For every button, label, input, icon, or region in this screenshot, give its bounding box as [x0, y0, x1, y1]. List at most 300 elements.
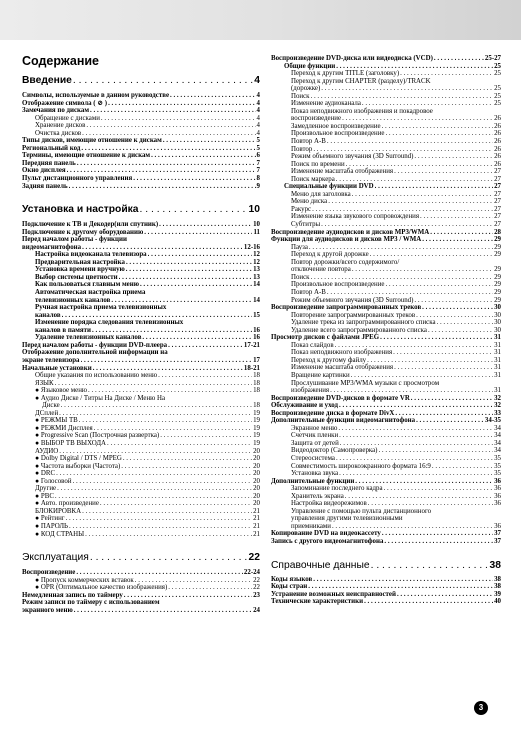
- toc-entry[interactable]: [271, 515, 501, 523]
- toc-entry-title: ● Голосовой: [35, 477, 72, 485]
- leader-dots: [416, 417, 484, 425]
- toc-entry-page: 19: [253, 432, 260, 440]
- toc-entry-page: 29: [494, 281, 501, 289]
- toc-entry[interactable]: [22, 160, 260, 168]
- leader-dots: [151, 152, 255, 160]
- toc-entry-title: Экранное меню: [291, 424, 338, 432]
- toc-entry-page: 30: [494, 311, 501, 319]
- toc-entry[interactable]: [22, 115, 260, 123]
- toc-entry[interactable]: [271, 538, 501, 546]
- toc-entry-page: 31: [494, 356, 501, 364]
- leader-dots: [395, 410, 493, 418]
- toc-entry[interactable]: [271, 523, 501, 531]
- toc-entry-page: 9: [256, 182, 260, 190]
- toc-entry-title: Переход к другой дорожке: [291, 251, 369, 259]
- leader-dots: [339, 402, 493, 410]
- toc-entry[interactable]: [22, 145, 260, 153]
- toc-entry[interactable]: [22, 137, 260, 145]
- toc-entry-title: Функции для аудиодисков и дисков MP3 / WMA: [271, 236, 422, 244]
- section-reference-page: 38: [489, 559, 501, 571]
- toc-entry[interactable]: [22, 402, 260, 410]
- section-setup[interactable]: [22, 203, 260, 216]
- leader-dots: [328, 198, 493, 206]
- leader-dots: [309, 244, 493, 252]
- leader-dots: [100, 500, 252, 508]
- toc-entry[interactable]: [22, 500, 260, 508]
- toc-entry-title: Совместимость широкоэкранного формата 16:9: [291, 462, 431, 470]
- toc-entry[interactable]: [22, 297, 260, 305]
- toc-entry-title: Хранитель экрана: [291, 492, 344, 500]
- toc-entry-title: ● ВЫБОР ТВ ВЫХОДА: [35, 439, 106, 447]
- toc-entry[interactable]: [22, 365, 260, 373]
- toc-entry[interactable]: [271, 342, 501, 350]
- toc-entry-title: Переход к другому файлу: [291, 356, 367, 364]
- toc-entry-page: 26: [494, 122, 501, 130]
- toc-entry[interactable]: [271, 327, 501, 335]
- toc-entry[interactable]: [271, 387, 501, 395]
- toc-entry[interactable]: [22, 229, 260, 237]
- toc-entry[interactable]: [271, 432, 501, 440]
- leader-dots: [126, 259, 252, 267]
- toc-entry-page: 35: [494, 462, 501, 470]
- toc-entry-title: Как пользоваться главным меню: [35, 281, 139, 289]
- toc-entry[interactable]: [271, 357, 501, 365]
- toc-entry[interactable]: [271, 410, 501, 418]
- toc-entry-page: 30: [494, 304, 501, 312]
- toc-entry-page: 31: [494, 387, 501, 395]
- toc-entry-title: Воспроизведение DVD-диска или видеодиска (VCD): [271, 55, 433, 62]
- toc-entry-page: 27: [494, 213, 501, 221]
- leader-dots: [336, 455, 493, 463]
- toc-entry-title: Повтор дорожки/всего содержимого/: [291, 258, 400, 266]
- leader-dots: [434, 55, 484, 63]
- toc-entry[interactable]: [22, 463, 260, 471]
- toc-entry-title: Субтитры: [291, 221, 321, 229]
- toc-entry[interactable]: [22, 259, 260, 267]
- leader-dots: [411, 395, 493, 403]
- toc-entry[interactable]: [22, 244, 260, 252]
- toc-entry[interactable]: [22, 448, 260, 456]
- toc-entry[interactable]: [22, 221, 260, 229]
- toc-entry[interactable]: [271, 274, 501, 282]
- toc-entry-title: Копирование DVD на видеокассету: [271, 530, 381, 538]
- toc-entry[interactable]: [271, 289, 501, 297]
- toc-entry-page: 34: [494, 424, 501, 432]
- toc-entry[interactable]: [271, 364, 501, 372]
- toc-entry[interactable]: [271, 591, 501, 599]
- toc-entry[interactable]: [22, 599, 260, 607]
- toc-entry-title: Общие указания по использованию меню: [35, 372, 158, 380]
- toc-entry[interactable]: [22, 425, 260, 433]
- toc-entry-title: Поиск: [291, 273, 310, 281]
- toc-entry[interactable]: [271, 493, 501, 501]
- toc-entry[interactable]: [271, 304, 501, 312]
- toc-entry[interactable]: [271, 297, 501, 305]
- section-intro-page: 4: [254, 75, 260, 86]
- leader-dots: [382, 123, 494, 131]
- toc-entry[interactable]: [271, 576, 501, 584]
- toc-entry[interactable]: [22, 342, 260, 350]
- toc-entry[interactable]: [22, 349, 260, 357]
- leader-dots: [168, 342, 243, 350]
- reference-entries: [271, 576, 501, 606]
- toc-entry[interactable]: [271, 153, 501, 161]
- leader-dots: [108, 100, 255, 108]
- leader-dots: [92, 327, 252, 335]
- leader-dots: [123, 455, 252, 463]
- toc-entry-title: Хранение дисков: [35, 122, 86, 130]
- toc-entry-page: 15: [253, 311, 260, 319]
- toc-entry[interactable]: [271, 191, 501, 199]
- toc-entry[interactable]: [271, 372, 501, 380]
- toc-entry-title: Пульт дистанционного управления: [22, 175, 133, 183]
- leader-dots: [362, 100, 493, 108]
- toc-entry-page: 20: [253, 492, 260, 500]
- toc-entry[interactable]: [271, 281, 501, 289]
- toc-entry[interactable]: [22, 508, 260, 516]
- toc-entry[interactable]: [22, 107, 260, 115]
- toc-entry-title: (дорожке): [291, 85, 321, 93]
- toc-entry[interactable]: [271, 402, 501, 410]
- toc-entry[interactable]: [22, 478, 260, 486]
- toc-entry[interactable]: [271, 583, 501, 591]
- toc-entry[interactable]: [22, 92, 260, 100]
- toc-entry-title: Изменение масштаба отображения: [291, 364, 394, 372]
- section-intro[interactable]: [22, 74, 260, 87]
- toc-entry[interactable]: [271, 500, 501, 508]
- toc-entry-page: 31: [494, 341, 501, 349]
- toc-entry-page: 4: [256, 99, 260, 107]
- toc-entry-page: 40: [494, 598, 501, 606]
- toc-entry-page: 34-35: [484, 417, 501, 425]
- toc-entry[interactable]: [22, 183, 260, 191]
- toc-entry[interactable]: [22, 100, 260, 108]
- toc-entry-page: 26: [494, 115, 501, 123]
- toc-entry[interactable]: [22, 380, 260, 388]
- leader-dots: [321, 85, 493, 93]
- leader-dots: [93, 365, 243, 373]
- leader-dots: [55, 493, 252, 501]
- toc-entry[interactable]: [271, 508, 501, 516]
- toc-entry-page: 20: [253, 477, 260, 485]
- toc-entry-title: Режим записи по таймеру с использованием: [22, 599, 160, 607]
- toc-entry[interactable]: [22, 289, 260, 297]
- section-setup-label: Установка и настройка: [22, 204, 139, 216]
- leader-dots: [76, 569, 243, 577]
- toc-entry[interactable]: [271, 221, 501, 229]
- toc-entry-title: каналов: [35, 311, 61, 319]
- toc-entry-title: Диске: [42, 402, 60, 410]
- leader-dots: [313, 146, 493, 154]
- toc-entry-title: Другие: [35, 485, 57, 493]
- toc-entry[interactable]: [271, 85, 501, 93]
- toc-entry[interactable]: [22, 485, 260, 493]
- toc-entry[interactable]: [22, 312, 260, 320]
- toc-entry-page: 26: [494, 153, 501, 161]
- toc-entry-title: Символы, используемые в данном руководстве: [22, 92, 170, 99]
- toc-entry[interactable]: [22, 274, 260, 282]
- leader-dots: [345, 493, 493, 501]
- leader-dots: [338, 425, 493, 433]
- toc-entry-title: Показ слайдов: [291, 341, 334, 349]
- toc-entry-title: Воспроизведение запрограммированных треков: [271, 304, 422, 312]
- toc-entry[interactable]: [271, 463, 501, 471]
- toc-entry-page: 18: [253, 379, 260, 387]
- toc-entry[interactable]: [22, 432, 260, 440]
- toc-entry[interactable]: [271, 206, 501, 214]
- toc-entry[interactable]: [22, 440, 260, 448]
- leader-dots: [340, 440, 493, 448]
- setup-entries: [22, 221, 260, 538]
- toc-entry[interactable]: [22, 327, 260, 335]
- toc-entry-page: 14: [253, 296, 260, 304]
- toc-entry[interactable]: [22, 470, 260, 478]
- toc-entry-page: 31: [494, 371, 501, 379]
- leader-dots: [346, 161, 493, 169]
- toc-entry-page: 37: [494, 538, 501, 545]
- leader-dots: [82, 244, 243, 252]
- toc-entry-page: 18: [253, 372, 260, 380]
- right-entries: [271, 55, 501, 546]
- toc-entry-title: Видеодоктор (Самопроверка): [291, 447, 378, 455]
- toc-entry[interactable]: [271, 266, 501, 274]
- section-setup-page: 10: [248, 204, 260, 216]
- leader-dots: [422, 236, 493, 244]
- toc-entry-page: 31: [494, 349, 501, 357]
- toc-entry-title: Режим объемного звучания (3D Surround): [291, 153, 414, 161]
- toc-entry[interactable]: [271, 259, 501, 267]
- toc-entry-page: 33: [494, 409, 501, 417]
- toc-entry[interactable]: [271, 108, 501, 116]
- toc-entry[interactable]: [271, 93, 501, 101]
- leader-dots: [375, 183, 493, 191]
- toc-entry-page: 29: [494, 266, 501, 274]
- toc-entry-page: 16: [253, 334, 260, 342]
- leader-dots: [59, 448, 252, 456]
- toc-entry[interactable]: [271, 63, 501, 71]
- toc-entry[interactable]: [271, 417, 501, 425]
- toc-entry[interactable]: [271, 236, 501, 244]
- toc-entry[interactable]: [271, 447, 501, 455]
- leader-dots: [133, 175, 255, 183]
- toc-entry[interactable]: [22, 592, 260, 600]
- toc-entry-title: Установка звука: [291, 470, 339, 478]
- toc-entry[interactable]: [271, 244, 501, 252]
- toc-entry-page: 23: [253, 591, 260, 599]
- toc-entry[interactable]: [22, 152, 260, 160]
- toc-entry[interactable]: [22, 281, 260, 289]
- toc-entry-title: Удаление всего запрограммированного списка: [291, 326, 427, 334]
- leader-dots: [327, 289, 493, 297]
- toc-entry[interactable]: [271, 123, 501, 131]
- toc-entry[interactable]: [271, 349, 501, 357]
- toc-entry[interactable]: [22, 304, 260, 312]
- leader-dots: [77, 160, 256, 168]
- leader-dots: [394, 364, 493, 372]
- toc-entry[interactable]: [22, 175, 260, 183]
- toc-entry-title: приемниками: [291, 522, 331, 530]
- toc-entry-title: Воспроизведение диска в формате DivX: [271, 409, 395, 417]
- toc-entry-page: 32: [494, 394, 501, 402]
- toc-entry[interactable]: [271, 176, 501, 184]
- toc-entry-title: Предварительная настройка: [35, 258, 125, 266]
- toc-entry-page: 32: [494, 402, 501, 410]
- toc-entry-page: 21: [253, 507, 260, 515]
- toc-entry[interactable]: [22, 417, 260, 425]
- toc-entry-title: ● РЕЖМИ Дисплея: [35, 424, 93, 432]
- toc-entry[interactable]: [271, 229, 501, 237]
- toc-entry[interactable]: [22, 607, 260, 615]
- toc-entry-title: Начальные установки: [22, 364, 92, 372]
- toc-entry[interactable]: [22, 387, 260, 395]
- toc-entry[interactable]: [271, 312, 501, 320]
- leader-dots: [378, 447, 493, 455]
- toc-entry[interactable]: [22, 515, 260, 523]
- toc-entry[interactable]: [271, 115, 501, 123]
- toc-entry-title: Выбор системы цветности: [35, 273, 118, 281]
- toc-entry[interactable]: [271, 198, 501, 206]
- toc-entry-title: Региональный код: [22, 144, 81, 152]
- toc-entry[interactable]: [271, 380, 501, 388]
- toc-entry-page: 36: [494, 485, 501, 493]
- toc-entry-page: 19: [253, 409, 260, 417]
- toc-entry[interactable]: [271, 213, 501, 221]
- toc-entry-page: 16: [253, 326, 260, 334]
- leader-dots: [327, 138, 493, 146]
- toc-entry-title: ● DRC: [35, 470, 56, 478]
- toc-entry[interactable]: [271, 455, 501, 463]
- toc-entry-title: Повтор A-B: [291, 288, 326, 296]
- toc-entry-page: 27: [494, 221, 501, 229]
- toc-entry[interactable]: [22, 395, 260, 403]
- toc-entry-page: 27: [494, 175, 501, 183]
- toc-entry-title: Термины, имеющие отношение к дискам: [22, 152, 151, 160]
- toc-entry-title: Перед началом работы - функции DVD-плеера: [22, 341, 168, 349]
- section-reference[interactable]: [271, 559, 501, 572]
- toc-entry[interactable]: [271, 168, 501, 176]
- section-ops[interactable]: [22, 551, 260, 564]
- toc-entry[interactable]: [271, 55, 501, 63]
- toc-entry-title: Воспроизведение аудиодисков и дисков MP3/WMA: [271, 228, 430, 236]
- toc-entry-page: 35: [494, 470, 501, 478]
- toc-entry[interactable]: [22, 357, 260, 365]
- leader-dots: [85, 531, 252, 539]
- toc-entry-title: Перед началом работы - функции: [22, 236, 127, 244]
- toc-entry-title: Счетчик пленки: [291, 432, 339, 440]
- toc-entry[interactable]: [271, 425, 501, 433]
- toc-left-column: [22, 54, 260, 614]
- toc-entry[interactable]: [22, 455, 260, 463]
- leader-dots: [336, 176, 493, 184]
- toc-entry-page: 22-24: [243, 569, 260, 577]
- toc-entry-title: Показ неподвижного изображения: [291, 349, 393, 357]
- toc-entry[interactable]: [22, 584, 260, 592]
- toc-entry-title: Настройка видеорежимов: [291, 500, 367, 508]
- leader-dots: [394, 168, 493, 176]
- toc-entry[interactable]: [271, 70, 501, 78]
- leader-dots: [432, 463, 493, 471]
- toc-entry[interactable]: [22, 569, 260, 577]
- toc-entry[interactable]: [22, 251, 260, 259]
- toc-entry[interactable]: [22, 236, 260, 244]
- toc-entry-title: изображения: [291, 387, 330, 395]
- leader-dots: [66, 515, 253, 523]
- toc-entry-title: Ручная настройка приема телевизионных: [35, 304, 167, 312]
- toc-entry[interactable]: [22, 523, 260, 531]
- toc-entry-page: 37: [494, 530, 501, 538]
- toc-entry-page: 25: [494, 100, 501, 108]
- toc-entry[interactable]: [271, 530, 501, 538]
- toc-entry[interactable]: [271, 319, 501, 327]
- leader-dots: [321, 221, 493, 229]
- toc-entry[interactable]: [271, 183, 501, 191]
- toc-entry-title: Повтор: [291, 145, 313, 153]
- leader-dots: [308, 583, 493, 591]
- toc-entry[interactable]: [271, 100, 501, 108]
- toc-entry[interactable]: [271, 598, 501, 606]
- toc-entry-title: экране телевизора: [22, 356, 80, 364]
- leader-dots: [352, 191, 493, 199]
- toc-entry-page: 29: [494, 288, 501, 296]
- toc-entry-title: Замедленное воспроизведение: [291, 122, 381, 130]
- toc-entry-page: 20: [253, 462, 260, 470]
- toc-entry-title: Произвольное воспроизведение: [291, 130, 385, 138]
- toc-entry[interactable]: [22, 167, 260, 175]
- toc-entry[interactable]: [22, 122, 260, 130]
- toc-entry-title: Коды стран: [271, 583, 308, 591]
- leader-dots: [101, 115, 256, 123]
- toc-entry[interactable]: [22, 410, 260, 418]
- toc-entry[interactable]: [22, 334, 260, 342]
- leader-dots: [119, 274, 252, 282]
- toc-entry[interactable]: [22, 130, 260, 138]
- toc-entry[interactable]: [271, 440, 501, 448]
- leader-dots: [330, 387, 493, 395]
- toc-entry-page: 34: [494, 432, 501, 440]
- toc-entry[interactable]: [22, 319, 260, 327]
- toc-entry[interactable]: [271, 78, 501, 86]
- toc-entry-title: Стереосистема: [291, 454, 335, 462]
- toc-entry[interactable]: [22, 372, 260, 380]
- toc-entry-page: 18-21: [243, 364, 260, 372]
- toc-entry-page: 10: [253, 221, 260, 229]
- toc-entry[interactable]: [271, 395, 501, 403]
- toc-entry[interactable]: [22, 577, 260, 585]
- toc-entry-title: Дополнительные функции: [271, 477, 355, 485]
- toc-entry[interactable]: [22, 531, 260, 539]
- toc-entry-title: Запись с другого видеомагнитофона: [271, 538, 384, 545]
- toc-entry[interactable]: [271, 138, 501, 146]
- leader-dots: [135, 577, 252, 585]
- toc-entry-page: 21: [253, 515, 260, 523]
- toc-entry-page: 31: [494, 334, 501, 342]
- toc-entry[interactable]: [22, 493, 260, 501]
- toc-entry[interactable]: [271, 470, 501, 478]
- section-ops-page: 22: [248, 552, 260, 564]
- leader-dots: [142, 334, 252, 342]
- toc-entry[interactable]: [271, 334, 501, 342]
- toc-entry[interactable]: [271, 130, 501, 138]
- toc-entry[interactable]: [271, 161, 501, 169]
- toc-entry[interactable]: [271, 251, 501, 259]
- toc-entry-page: 27: [494, 190, 501, 198]
- toc-entry-title: Режим объемного звучания (3D Surround): [291, 296, 414, 304]
- toc-entry[interactable]: [271, 485, 501, 493]
- leader-dots: [158, 372, 252, 380]
- toc-entry[interactable]: [271, 478, 501, 486]
- toc-entry[interactable]: [22, 266, 260, 274]
- toc-entry[interactable]: [271, 146, 501, 154]
